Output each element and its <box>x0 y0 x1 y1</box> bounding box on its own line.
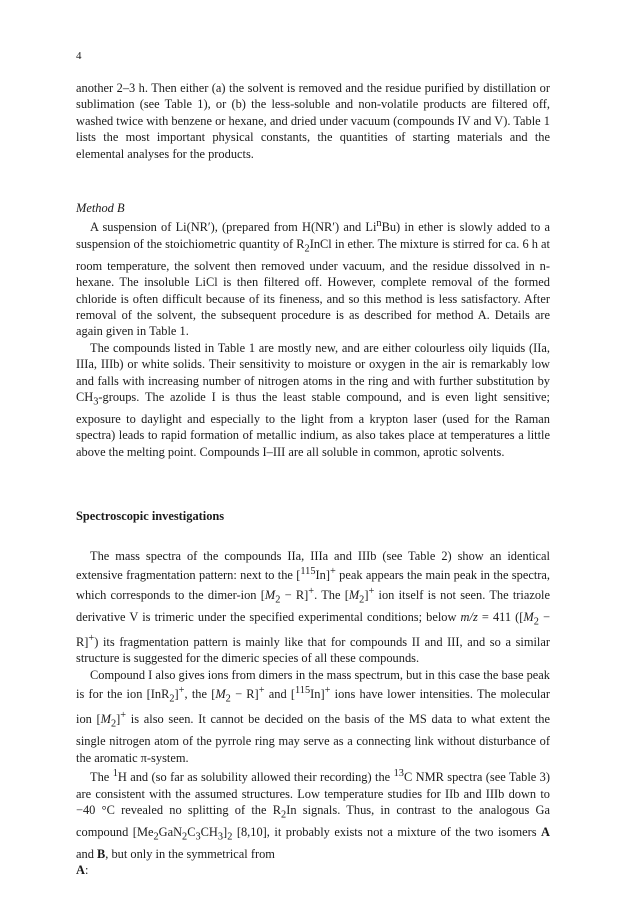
text-run: A suspension of Li(NR′), (prepared from H(NR′) and Li <box>90 220 377 235</box>
text-run: -groups. The azolide I is thus the least stable compound, and is even light sensitive; exposure to daylight and especially to the light from a krypton laser (used for the Raman spectra) leads to rapid formation of metallic indium, as also takes place at temperatures a little above the melting point. Compounds I–III are all soluble in common, aprotic solvents. <box>76 390 550 459</box>
superscript: + <box>308 585 315 597</box>
text-run: In] <box>310 687 325 702</box>
text-run: The mass spectra of the compounds IIa, IIIa and IIIb (see Table 2) show an identical extensive fragmentation pattern: next to the [ <box>76 549 550 583</box>
spectroscopic-body <box>76 548 550 878</box>
isomer-label: B <box>97 846 106 861</box>
text-run: − R] <box>230 687 259 702</box>
text-run: C NMR spectra (see Table 3) are consistent with the assumed structures. Low temperature studies for IIb and IIIb down to −40 °C revealed no splitting of the R <box>76 770 551 817</box>
subscript: 2 <box>281 809 287 821</box>
text-run: The compounds listed in Table 1 are mostly new, and are either colourless oily liquids (IIa, IIIa, IIIb) or white solids. Their sensitivity to moisture or oxygen in the air is remarkably low and falls with increasing number of nitrogen atoms in the ring and with further substitution by CH <box>76 340 550 405</box>
subscript: 3 <box>195 831 201 843</box>
text-run: . The [ <box>314 588 349 603</box>
subscript: 2 <box>110 718 117 730</box>
superscript: + <box>178 685 185 697</box>
text-run: H and (so far as solubility allowed their recording) the <box>117 770 394 785</box>
text-run: Bu) in ether is slowly added to a suspension of the stoichiometric quantity of R <box>76 220 551 251</box>
text-run: ] <box>174 687 179 702</box>
isomer-label: A <box>541 824 550 839</box>
spectroscopic-heading-block <box>76 508 550 524</box>
text-run: ] <box>223 824 228 839</box>
text-run: C <box>187 824 196 839</box>
continuation-paragraph-block <box>76 80 550 162</box>
text-run: : <box>84 863 89 878</box>
subscript: 2 <box>227 831 233 843</box>
page-number: 4 <box>76 50 82 62</box>
method-b-paragraph-2 <box>76 340 550 460</box>
italic-symbol: M <box>264 588 276 603</box>
text-run: , the [ <box>184 687 216 702</box>
subscript: 2 <box>153 831 159 843</box>
subscript: 2 <box>275 594 281 606</box>
text-run: In signals. Thus, in contrast to the analogous Ga compound [Me <box>76 802 550 839</box>
text-run: ion itself is not seen. The triazole derivative V is trimeric under the specified experimental conditions; below <box>76 588 550 624</box>
text-run: is also seen. It cannot be decided on the basis of the MS data to what extent the single nitrogen atom of the pyrrole ring may serve as a connecting link without disturbance of the aromatic π-system. <box>76 712 550 765</box>
subscript: 2 <box>182 831 188 843</box>
subscript: 3 <box>93 396 99 408</box>
superscript: + <box>329 566 336 578</box>
text-run: peak appears the main peak in the spectra, which corresponds to the dimer-ion [ <box>76 568 550 603</box>
text-run: In] <box>315 568 330 583</box>
italic-symbol: M <box>215 687 226 702</box>
superscript: + <box>120 710 127 722</box>
text-run: Compound I also gives ions from dimers in the mass spectrum, but in this case the base peak is for the ion [InR <box>76 667 550 702</box>
text-run: CH <box>200 824 218 839</box>
italic-symbol: M <box>100 712 111 727</box>
superscript: 13 <box>393 767 404 779</box>
superscript: + <box>258 685 265 697</box>
superscript: + <box>368 585 375 597</box>
continuation-paragraph: another 2–3 h. Then either (a) the solvent is removed and the residue purified by distillation or sublimation (see Table 1), or (b) the less-soluble and non-volatile products are filtered off, washed twice with benzene or hexane, and dried under vacuum (compounds IV and V). Table 1 lists the most important physical constants, the quantities of starting materials and the elemental analyses for the products. <box>76 81 550 161</box>
text-run: , but only in the symmetrical from <box>105 846 275 861</box>
isomer-label: A <box>76 863 85 878</box>
italic-symbol: m/z <box>460 609 478 624</box>
text-run: [8,10], it probably exists not a mixture of the two isomers <box>232 824 542 839</box>
text-run: ] <box>116 712 121 727</box>
method-b-section <box>76 200 550 460</box>
text-run: − R] <box>280 588 309 603</box>
superscript: n <box>376 218 382 230</box>
superscript: 115 <box>295 685 311 697</box>
subscript: 2 <box>304 243 310 255</box>
subscript: 3 <box>217 831 224 843</box>
text-run: − R] <box>76 609 551 649</box>
text-run: The <box>90 770 113 785</box>
spectroscopic-paragraph-1 <box>76 548 550 667</box>
spectroscopic-section-title: Spectroscopic investigations <box>76 509 225 523</box>
italic-symbol: M <box>348 588 360 603</box>
superscript: + <box>88 632 95 644</box>
text-run: and [ <box>264 687 296 702</box>
spectroscopic-paragraph-2 <box>76 667 550 766</box>
subscript: 2 <box>359 594 365 606</box>
subscript: 2 <box>169 693 175 705</box>
subscript: 2 <box>533 616 539 628</box>
text-run: GaN <box>158 824 183 839</box>
text-run: InCl in ether. The mixture is stirred for ca. 6 h at room temperature, the solvent then removed under vacuum, and the residue dissolved in n-hexane. The insoluble LiCl is then filtered off. However, complete removal of the formed chloride is often difficult because of its fineness, and so this method is less satisfactory. After removal of the solvent, the subsequent procedure is as described for method A. Details are again given in Table 1. <box>76 236 550 339</box>
superscript: 1 <box>112 767 118 779</box>
text-run: = 411 ([ <box>477 609 524 624</box>
method-b-paragraph-1 <box>76 216 550 339</box>
method-b-title: Method B <box>76 201 125 215</box>
text-run: and <box>76 846 97 861</box>
italic-symbol: M <box>523 609 534 624</box>
spectroscopic-paragraph-3 <box>76 766 550 879</box>
subscript: 2 <box>225 693 231 705</box>
text-run: ions have lower intensities. The molecular ion [ <box>76 687 551 727</box>
superscript: + <box>324 685 331 697</box>
superscript: 115 <box>300 566 316 578</box>
text-run: ) its fragmentation pattern is mainly like that for compounds II and III, and so a similar structure is suggested for the dimeric species of all these compounds. <box>76 634 550 666</box>
text-run: ] <box>364 588 369 603</box>
